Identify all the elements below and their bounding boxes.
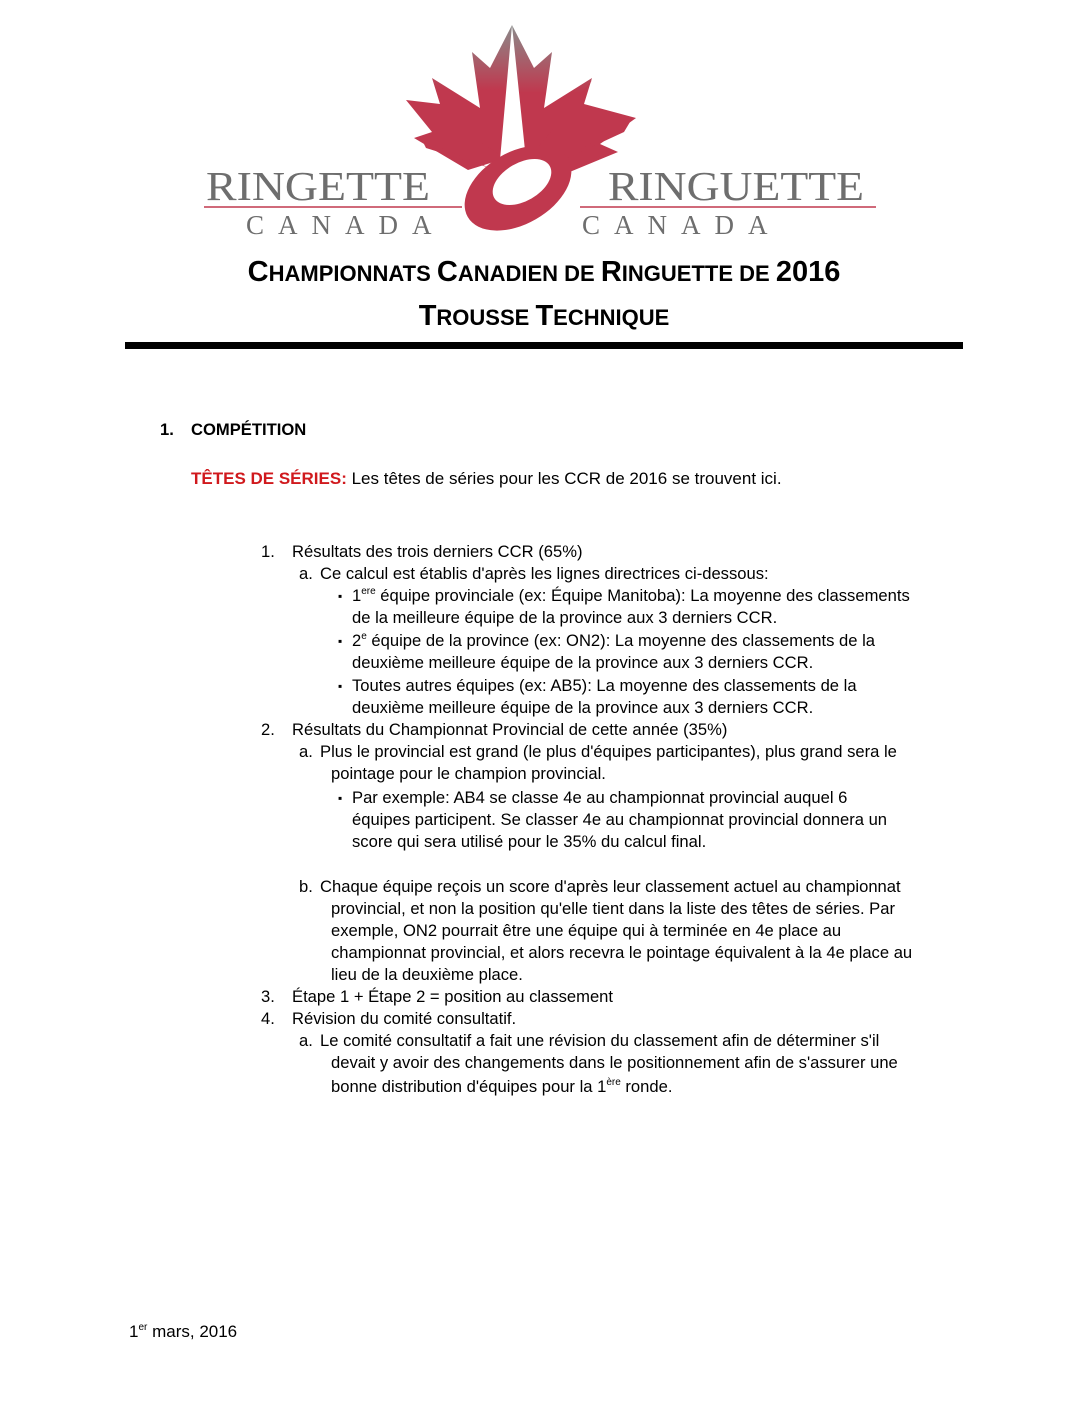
sub-item: Chaque équipe reçois un score d'après leur classement actuel au championnat	[320, 877, 901, 896]
list-item-number: 3.	[261, 987, 275, 1006]
sub-item-letter: a.	[299, 564, 313, 583]
seeds-label: TÊTES DE SÉRIES	[191, 469, 342, 488]
logo-canada-right: CANADA	[582, 210, 782, 240]
document-subtitle: TROUSSE TECHNIQUE	[418, 300, 670, 332]
sub-item-letter: a.	[299, 742, 313, 761]
logo-canada-left: CANADA	[246, 210, 446, 240]
list-item-number: 4.	[261, 1009, 275, 1028]
title-divider	[125, 342, 963, 349]
sub-item-cont: exemple, ON2 pourrait être une équipe qui à terminée en 4e place au	[331, 921, 842, 940]
list-item: Résultats des trois derniers CCR (65%)	[292, 542, 583, 561]
sub-item: Ce calcul est établis d'après les lignes directrices ci-dessous:	[320, 564, 769, 583]
section-title: COMPÉTITION	[191, 420, 307, 439]
bullet-item: 2e équipe de la province (ex: ON2): La moyenne des classements de la	[352, 631, 876, 650]
seeds-text: Les têtes de séries pour les CCR de 2016 se trouvent ici.	[346, 469, 782, 488]
section-number: 1.	[160, 420, 174, 439]
bullet-item-cont: équipes participent. Se classer 4e au championnat provincial donnera un	[352, 810, 888, 829]
bullet-icon: ▪	[338, 634, 343, 648]
sub-item-cont: devait y avoir des changements dans le positionnement afin de s'assurer une	[331, 1053, 898, 1072]
bullet-item: Toutes autres équipes (ex: AB5): La moyenne des classements de la	[352, 676, 857, 695]
sub-item-letter: b.	[299, 877, 313, 896]
list-item: Révision du comité consultatif.	[292, 1009, 517, 1028]
list-item-number: 2.	[261, 720, 275, 739]
sub-item-cont: lieu de la deuxième place.	[331, 965, 523, 984]
logo-ringette: RINGETTE	[206, 163, 430, 209]
sub-item: Plus le provincial est grand (le plus d'équipes participantes), plus grand sera le	[320, 742, 897, 761]
bullet-item-cont: score qui sera utilisé pour le 35% du calcul final.	[352, 832, 707, 851]
bullet-item: 1ere équipe provinciale (ex: Équipe Manitoba): La moyenne des classements	[352, 586, 910, 605]
sub-item-cont: provincial, et non la position qu'elle tient dans la liste des têtes de séries. Par	[331, 899, 895, 918]
sub-item-cont: championnat provincial, et alors recevra le pointage équivalent à la 4e place au	[331, 943, 913, 962]
seeds-paragraph: TÊTES DE SÉRIES: Les têtes de séries pour les CCR de 2016 se trouvent ici.	[191, 469, 782, 488]
bullet-item-cont: de la meilleure équipe de la province aux 3 derniers CCR.	[352, 608, 778, 627]
document-title: CHAMPIONNATS CANADIEN DE RINGUETTE DE 2016	[247, 256, 841, 288]
sub-item-cont: pointage pour le champion provincial.	[331, 764, 606, 783]
ringette-canada-logo	[200, 20, 880, 242]
footer-date: 1er mars, 2016	[129, 1322, 238, 1341]
list-item: Étape 1 + Étape 2 = position au classement	[292, 987, 614, 1006]
sub-item-cont: bonne distribution d'équipes pour la 1ère ronde.	[331, 1077, 673, 1096]
bullet-item-cont: deuxième meilleure équipe de la province aux 3 derniers CCR.	[352, 653, 814, 672]
bullet-icon: ▪	[338, 791, 343, 805]
bullet-icon: ▪	[338, 589, 343, 603]
bullet-item-cont: deuxième meilleure équipe de la province aux 3 derniers CCR.	[352, 698, 814, 717]
bullet-item: Par exemple: AB4 se classe 4e au championnat provincial auquel 6	[352, 788, 848, 807]
list-item: Résultats du Championnat Provincial de cette année (35%)	[292, 720, 728, 739]
sub-item: Le comité consultatif a fait une révision du classement afin de déterminer s'il	[320, 1031, 880, 1050]
logo-ringuette: RINGUETTE	[608, 163, 864, 209]
sub-item-letter: a.	[299, 1031, 313, 1050]
bullet-icon: ▪	[338, 679, 343, 693]
list-item-number: 1.	[261, 542, 275, 561]
